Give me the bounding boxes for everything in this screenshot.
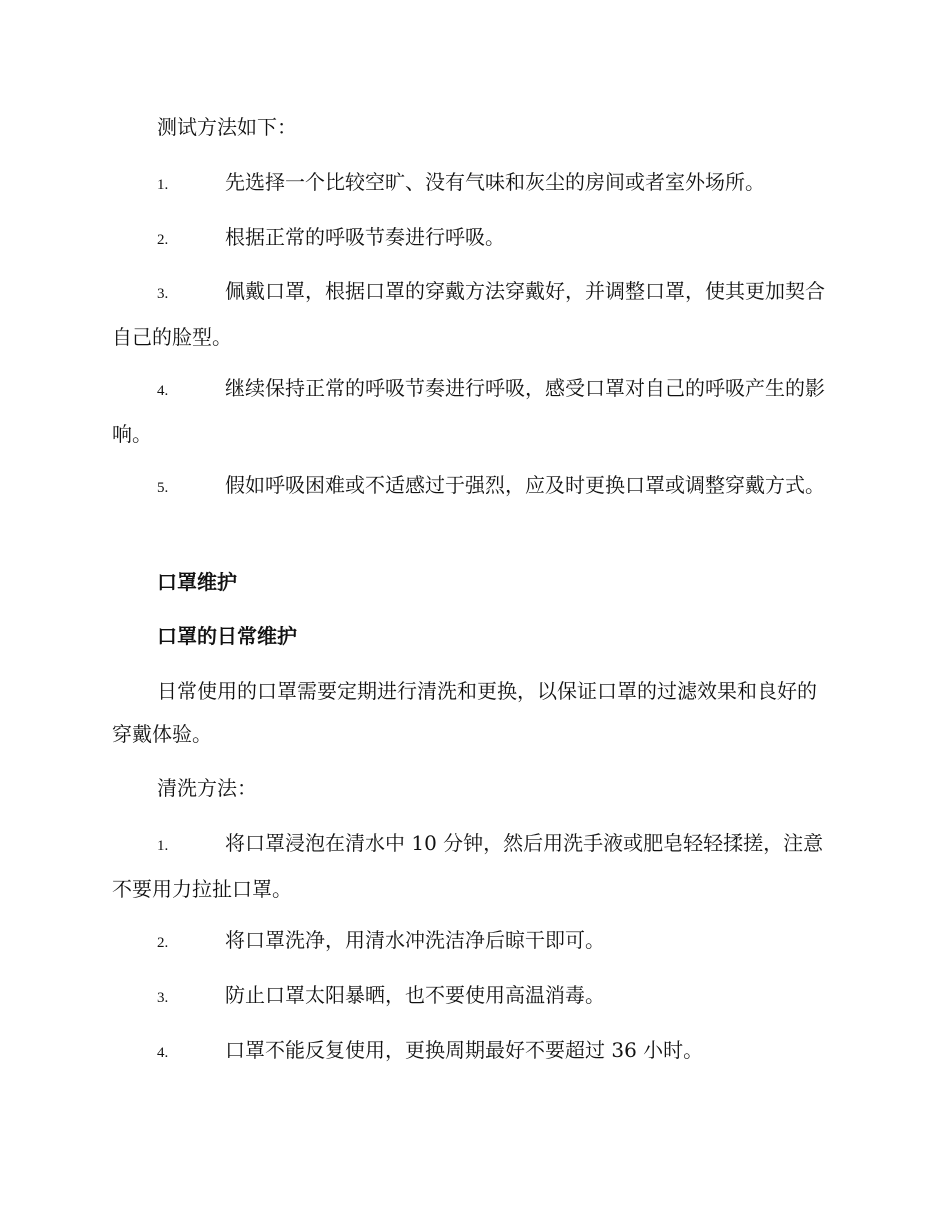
list-item-text: 继续保持正常的呼吸节奏进行呼吸，感受口罩对自己的呼吸产生的影响。 [112,376,825,446]
list-item-text: 假如呼吸困难或不适感过于强烈，应及时更换口罩或调整穿戴方式。 [225,473,825,497]
list-item [112,974,834,1020]
list-item-text: 佩戴口罩，根据口罩的穿戴方法穿戴好，并调整口罩，使其更加契合自己的脸型。 [112,279,825,349]
list-item-text: 防止口罩太阳暴晒，也不要使用高温消毒。 [225,983,605,1007]
list-item [112,216,834,262]
list-item [112,270,834,359]
list-item-text: 将口罩浸泡在清水中 10 分钟，然后用洗手液或肥皂轻轻揉搓，注意不要用力拉扯口罩。 [112,831,824,901]
list-number: 1. [157,838,169,854]
list-number: 3. [157,990,169,1006]
list-number: 5. [157,480,169,496]
list-item-text: 先选择一个比较空旷、没有气味和灰尘的房间或者室外场所。 [225,170,765,194]
list-number: 4. [157,1045,169,1061]
section-heading: 口罩维护 [157,570,237,594]
list-item [112,161,834,207]
intro-text: 测试方法如下： [157,115,297,139]
list-number: 3. [157,286,169,302]
list-item [112,367,834,456]
subsection-heading: 口罩的日常维护 [157,624,297,648]
list-item [112,464,834,510]
list-number: 2. [157,232,169,248]
list-item-text: 口罩不能反复使用，更换周期最好不要超过 36 小时。 [225,1038,704,1062]
list-item [112,1029,834,1075]
list-number: 4. [157,383,169,399]
list-item [112,919,834,965]
list-number: 2. [157,935,169,951]
list-number: 1. [157,177,169,193]
cleaning-intro: 清洗方法： [157,776,257,800]
list-item-text: 根据正常的呼吸节奏进行呼吸。 [225,225,505,249]
list-item-text: 将口罩洗净，用清水冲洗洁净后晾干即可。 [225,928,605,952]
maintenance-paragraph: 日常使用的口罩需要定期进行清洗和更换，以保证口罩的过滤效果和良好的穿戴体验。 [112,679,817,746]
list-item [112,822,834,911]
